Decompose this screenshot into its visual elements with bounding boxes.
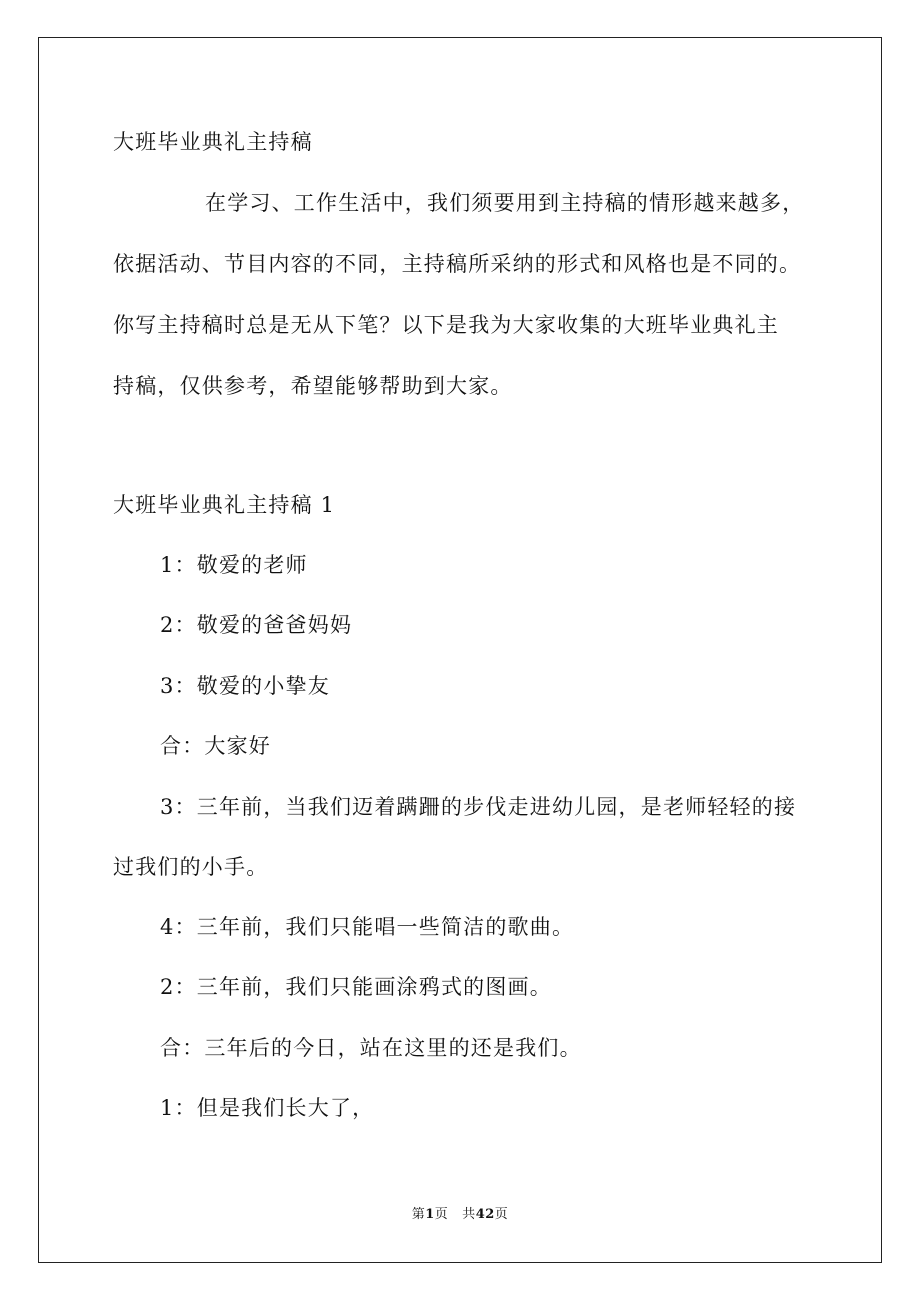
script-line-6: 过我们的小手。 (113, 855, 269, 879)
footer-total-pages: 42 (475, 1207, 495, 1222)
script-line-9: 合：三年后的今日，站在这里的还是我们。 (160, 1036, 582, 1060)
footer-page-suffix: 页 (434, 1207, 449, 1222)
page-footer (0, 1206, 920, 1224)
document-title: 大班毕业典礼主持稿 (113, 130, 313, 154)
intro-line-1: 在学习、工作生活中，我们须要用到主持稿的情形越来越多， (205, 191, 805, 215)
intro-line-2: 依据活动、节目内容的不同，主持稿所采纳的形式和风格也是不同的。 (113, 252, 802, 276)
script-line-4: 合：大家好 (160, 734, 271, 758)
intro-line-3: 你写主持稿时总是无从下笔？以下是我为大家收集的大班毕业典礼主 (113, 313, 779, 337)
footer-total-prefix: 共 (462, 1207, 476, 1222)
footer-total-suffix: 页 (494, 1207, 509, 1222)
section-title: 大班毕业典礼主持稿 1 (113, 493, 336, 517)
script-line-7: 4：三年前，我们只能唱一些简洁的歌曲。 (160, 915, 575, 939)
script-line-10: 1：但是我们长大了， (160, 1096, 375, 1120)
intro-line-4: 持稿，仅供参考，希望能够帮助到大家。 (113, 374, 513, 398)
footer-page-number: 1 (425, 1207, 435, 1222)
footer-page-prefix: 第 (411, 1207, 426, 1222)
script-line-3: 3：敬爱的小挚友 (160, 674, 330, 698)
script-line-8: 2：三年前，我们只能画涂鸦式的图画。 (160, 975, 552, 999)
script-line-5: 3：三年前，当我们迈着蹒跚的步伐走进幼儿园，是老师轻轻的接 (160, 795, 797, 819)
script-line-2: 2：敬爱的爸爸妈妈 (160, 613, 353, 637)
page-border (38, 37, 882, 1263)
script-line-1: 1：敬爱的老师 (160, 553, 308, 577)
